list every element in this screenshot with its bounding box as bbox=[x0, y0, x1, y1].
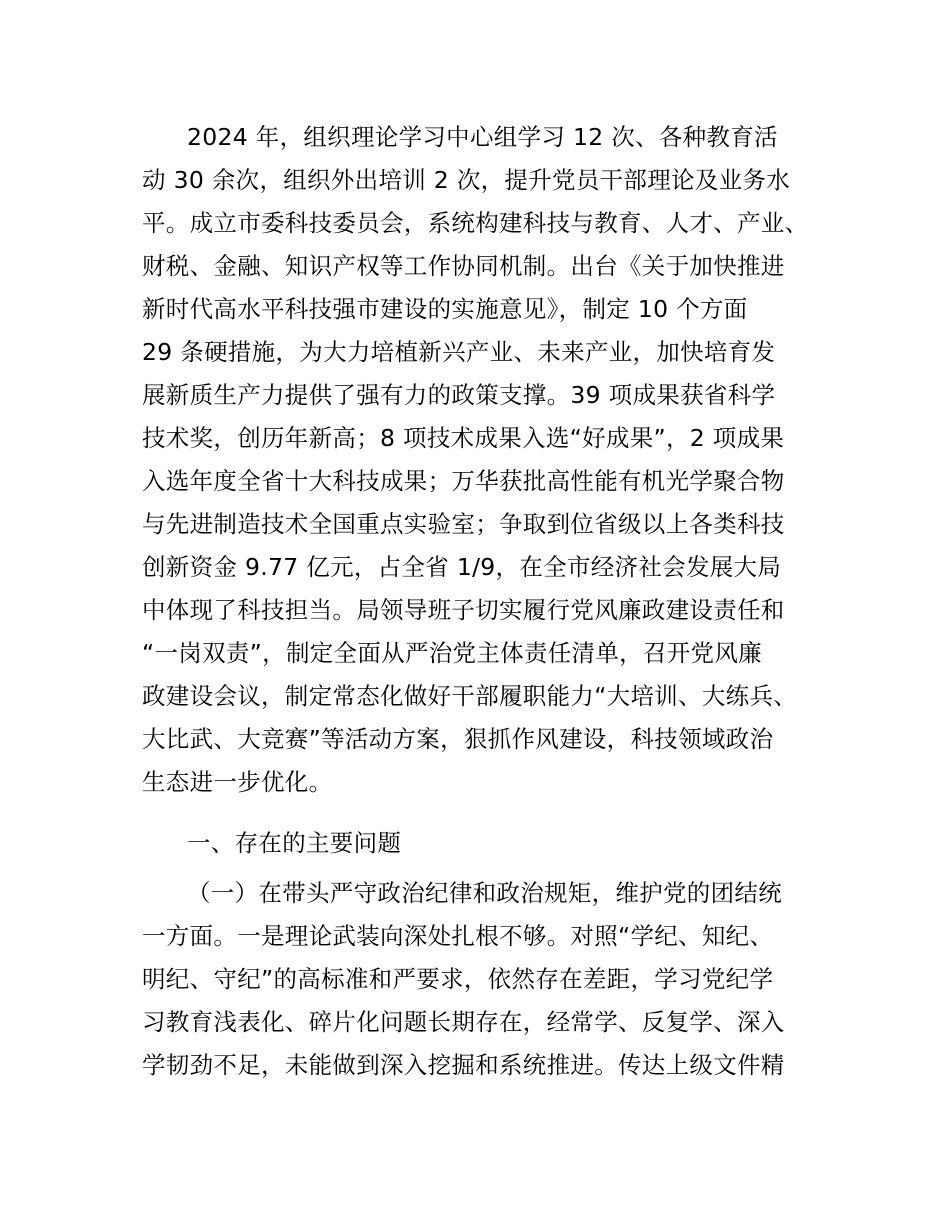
text-line: 习教育浅表化、碎片化问题长期存在，经常学、反复学、深入 bbox=[142, 1008, 785, 1036]
text-line: 新时代高水平科技强市建设的实施意见》，制定 10 个方面 bbox=[142, 295, 748, 323]
text-line: 动 30 余次，组织外出培训 2 次，提升党员干部理论及业务水 bbox=[142, 166, 791, 194]
text-line: 入选年度全省十大科技成果；万华获批高性能有机光学聚合物 bbox=[142, 467, 785, 495]
text-line: 29 条硬措施，为大力培植新兴产业、未来产业，加快培育发 bbox=[142, 338, 776, 366]
section-heading-text: 一、存在的主要问题 bbox=[187, 829, 402, 857]
text-line: 2024 年，组织理论学习中心组学习 12 次、各种教育活 bbox=[187, 123, 778, 151]
text-line: （一）在带头严守政治纪律和政治规矩，维护党的团结统 bbox=[187, 879, 782, 907]
text-line: 大比武、大竞赛”等活动方案，狠抓作风建设，科技领域政治 bbox=[142, 725, 774, 753]
text-line: 学韧劲不足，未能做到深入挖掘和系统推进。传达上级文件精 bbox=[142, 1051, 785, 1079]
section-heading bbox=[142, 822, 822, 865]
text-line: 展新质生产力提供了强有力的政策支撑。39 项成果获省科学 bbox=[142, 381, 776, 409]
text-line: 政建设会议，制定常态化做好干部履职能力“大培训、大练兵、 bbox=[142, 682, 798, 710]
text-line: 平。成立市委科技委员会，系统构建科技与教育、人才、产业、 bbox=[142, 209, 809, 237]
body-paragraph-2 bbox=[142, 872, 822, 1087]
body-paragraph-1 bbox=[142, 116, 822, 804]
text-line: 生态进一步优化。 bbox=[142, 768, 333, 796]
text-line: 一方面。一是理论武装向深处扎根不够。对照“学纪、知纪、 bbox=[142, 922, 774, 950]
text-line: “一岗双责”，制定全面从严治党主体责任清单，召开党风廉 bbox=[142, 639, 762, 667]
text-line: 技术奖，创历年新高；8 项技术成果入选“好成果”，2 项成果 bbox=[142, 424, 785, 452]
text-line: 创新资金 9.77 亿元，占全省 1/9，在全市经济社会发展大局 bbox=[142, 553, 782, 581]
text-line: 财税、金融、知识产权等工作协同机制。出台《关于加快推进 bbox=[142, 252, 785, 280]
text-line: 明纪、守纪”的高标准和严要求，依然存在差距，学习党纪学 bbox=[142, 965, 774, 993]
text-line: 与先进制造技术全国重点实验室；争取到位省级以上各类科技 bbox=[142, 510, 785, 538]
text-line: 中体现了科技担当。局领导班子切实履行党风廉政建设责任和 bbox=[142, 596, 785, 624]
